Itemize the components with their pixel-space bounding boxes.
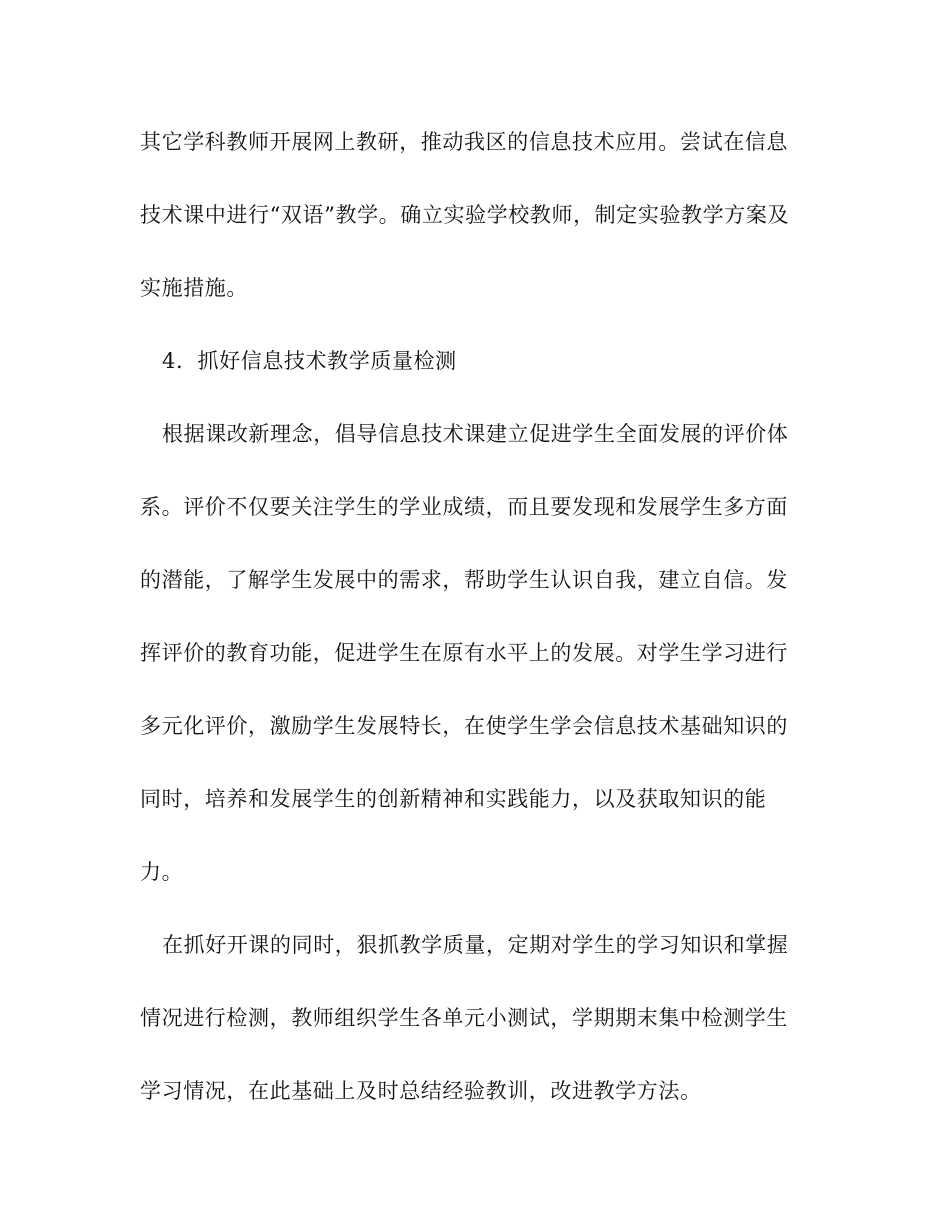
section-heading: 4．抓好信息技术教学质量检测 (162, 349, 457, 373)
paragraph-line: 实施措施。 (140, 276, 248, 300)
paragraph-line: 技术课中进行“双语”教学。确立实验学校教师，制定实验教学方案及 (140, 203, 790, 227)
paragraph-line: 多元化评价，激励学生发展特长，在使学生学会信息技术基础知识的 (140, 714, 788, 738)
paragraph-line: 系。评价不仅要关注学生的学业成绩，而且要发现和发展学生多方面 (140, 495, 788, 519)
paragraph-line: 根据课改新理念，倡导信息技术课建立促进学生全面发展的评价体 (162, 422, 789, 446)
paragraph-line: 挥评价的教育功能，促进学生在原有水平上的发展。对学生学习进行 (140, 641, 788, 665)
paragraph-line: 同时，培养和发展学生的创新精神和实践能力，以及获取知识的能 (140, 787, 767, 811)
paragraph-line: 学习情况，在此基础上及时总结经验教训，改进教学方法。 (140, 1079, 702, 1103)
paragraph-line: 力。 (140, 860, 184, 884)
paragraph-line: 的潜能，了解学生发展中的需求，帮助学生认识自我，建立自信。发 (140, 568, 788, 592)
paragraph-line: 在抓好开课的同时，狠抓教学质量，定期对学生的学习知识和掌握 (162, 933, 789, 957)
paragraph-line: 情况进行检测，教师组织学生各单元小测试，学期期末集中检测学生 (140, 1006, 788, 1030)
paragraph-line: 其它学科教师开展网上教研，推动我区的信息技术应用。尝试在信息 (140, 130, 788, 154)
